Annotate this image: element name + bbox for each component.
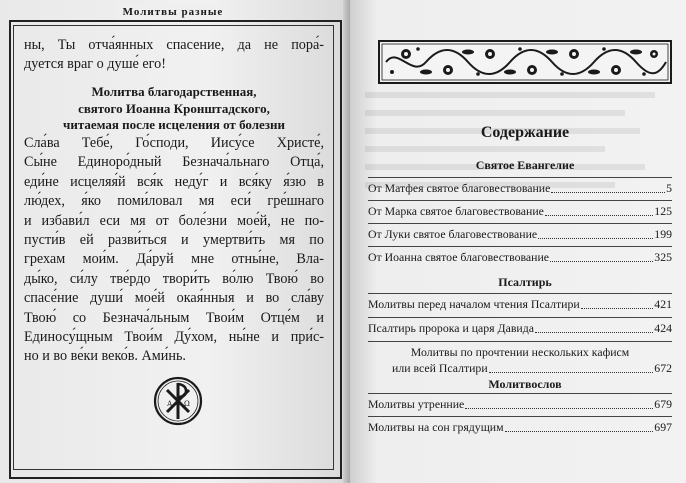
- heading-line: читаемая после исцеления от болезни: [63, 117, 285, 132]
- toc-entry[interactable]: [368, 321, 672, 336]
- text-line: Единосу́щным Твои́м Ду́хом, ны́не и при́с-: [24, 329, 324, 346]
- dot-leader: [465, 408, 653, 409]
- dot-leader: [545, 215, 653, 216]
- toc-entry[interactable]: [368, 397, 672, 412]
- dot-leader: [550, 261, 653, 262]
- toc-entry-title: От Марка святое благовествование: [368, 204, 544, 218]
- toc-entry-second-line[interactable]: [368, 361, 672, 376]
- text-line: спасе́ние души́ мое́й окая́нныя и во сла́ву: [24, 290, 324, 307]
- floral-ornament-banner: [378, 40, 672, 84]
- text-line: лю́дех, я́ко поми́ловал мя еси́ гре́шнаго: [24, 193, 324, 210]
- section-heading-prayer-book: Молитвослов: [488, 377, 562, 391]
- toc-entry-page: 325: [654, 250, 672, 264]
- heading-line: Молитва благодарственная,: [91, 84, 257, 99]
- toc-entry-title: Молитвы на сон грядущим: [368, 420, 504, 434]
- section-rule: [368, 177, 672, 178]
- chi-rho-emblem: [153, 376, 203, 426]
- toc-title: Содержание: [480, 124, 570, 141]
- section-heading-gospel: Святое Евангелие: [475, 158, 575, 172]
- toc-entry-page: 421: [654, 297, 672, 311]
- text-line: Твою́ со Безнача́льным Твои́м Отце́м и: [24, 309, 324, 326]
- alpha-letter: А: [167, 400, 173, 408]
- running-head: Молитвы разные: [118, 5, 228, 20]
- toc-entry-page: 679: [654, 397, 672, 411]
- toc-entry-first-line[interactable]: [368, 345, 672, 360]
- text-line: дуется враг о душе́ его!: [24, 56, 166, 73]
- text-line: еди́не исцеляя́й вся́к неду́г и вся́ку я́зю в: [24, 173, 324, 190]
- toc-entry-title: От Луки святое благовествование: [368, 227, 538, 241]
- toc-entry[interactable]: [368, 181, 672, 196]
- prayer-heading: [24, 84, 324, 134]
- dot-leader: [538, 238, 653, 239]
- omega-letter: Ω: [184, 400, 190, 408]
- toc-entry-page: 5: [666, 181, 672, 195]
- dot-leader: [581, 308, 654, 309]
- toc-entry[interactable]: [368, 227, 672, 242]
- toc-entry-title: От Иоанна святое благовествование: [368, 250, 549, 264]
- text-line: но и во ве́ки веко́в. Ами́нь.: [24, 348, 186, 365]
- toc-entry-title-cont: или всей Псалтири: [392, 361, 488, 375]
- row-rule: [368, 341, 672, 342]
- toc-entry-title: От Матфея святое благовествование: [368, 181, 551, 195]
- text-line: пусти́в ей разви́ться и умертви́ть мя по: [24, 232, 324, 249]
- row-rule: [368, 200, 672, 201]
- toc-entry-title: Молитвы утренние: [368, 397, 465, 411]
- row-rule: [368, 317, 672, 318]
- toc-entry-title: Молитвы перед началом чтения Псалтири: [368, 297, 580, 311]
- text-line: ды́ко, си́лу тве́рдо твори́ть во́лю Твою́ во: [24, 270, 324, 287]
- heading-line: святого Иоанна Кронштадского,: [78, 100, 270, 116]
- dot-leader: [535, 332, 653, 333]
- row-rule: [368, 416, 672, 417]
- toc-entry[interactable]: [368, 204, 672, 219]
- dot-leader: [505, 431, 654, 432]
- toc-entry-title: Молитвы по прочтении нескольких кафисм: [410, 345, 630, 359]
- section-heading-psalter: Псалтирь: [498, 275, 552, 289]
- toc-entry-page: 672: [654, 361, 672, 375]
- toc-entry[interactable]: [368, 420, 672, 435]
- dot-leader: [489, 372, 654, 373]
- text-line: ны, Ты отча́янных спасение, да не пора́-: [24, 37, 324, 53]
- toc-entry[interactable]: [368, 250, 672, 265]
- prayer-text: [24, 134, 324, 367]
- section-rule: [368, 293, 672, 294]
- toc-entry-page: 199: [654, 227, 672, 241]
- text-line: Сла́ва Тебе́, Го́споди, Иису́се Христе́,: [24, 135, 324, 151]
- text-line: и избави́л еси мя от боле́зни мое́й, не по-: [24, 212, 324, 229]
- row-rule: [368, 246, 672, 247]
- toc-entry-page: 697: [654, 420, 672, 434]
- toc-entry[interactable]: [368, 297, 672, 312]
- row-rule: [368, 223, 672, 224]
- text-line: Сы́не Единоро́дный Безнача́льнаго Отца́,: [24, 154, 324, 171]
- intro-text: [24, 36, 324, 75]
- section-rule: [368, 393, 672, 394]
- dot-leader: [551, 192, 665, 193]
- toc-entry-page: 424: [654, 321, 672, 335]
- toc-entry-title: Псалтирь пророка и царя Давида: [368, 321, 534, 335]
- text-line: грехам мои́м. Да́руй мне отны́не, Вла-: [24, 251, 324, 268]
- toc-entry-page: 125: [654, 204, 672, 218]
